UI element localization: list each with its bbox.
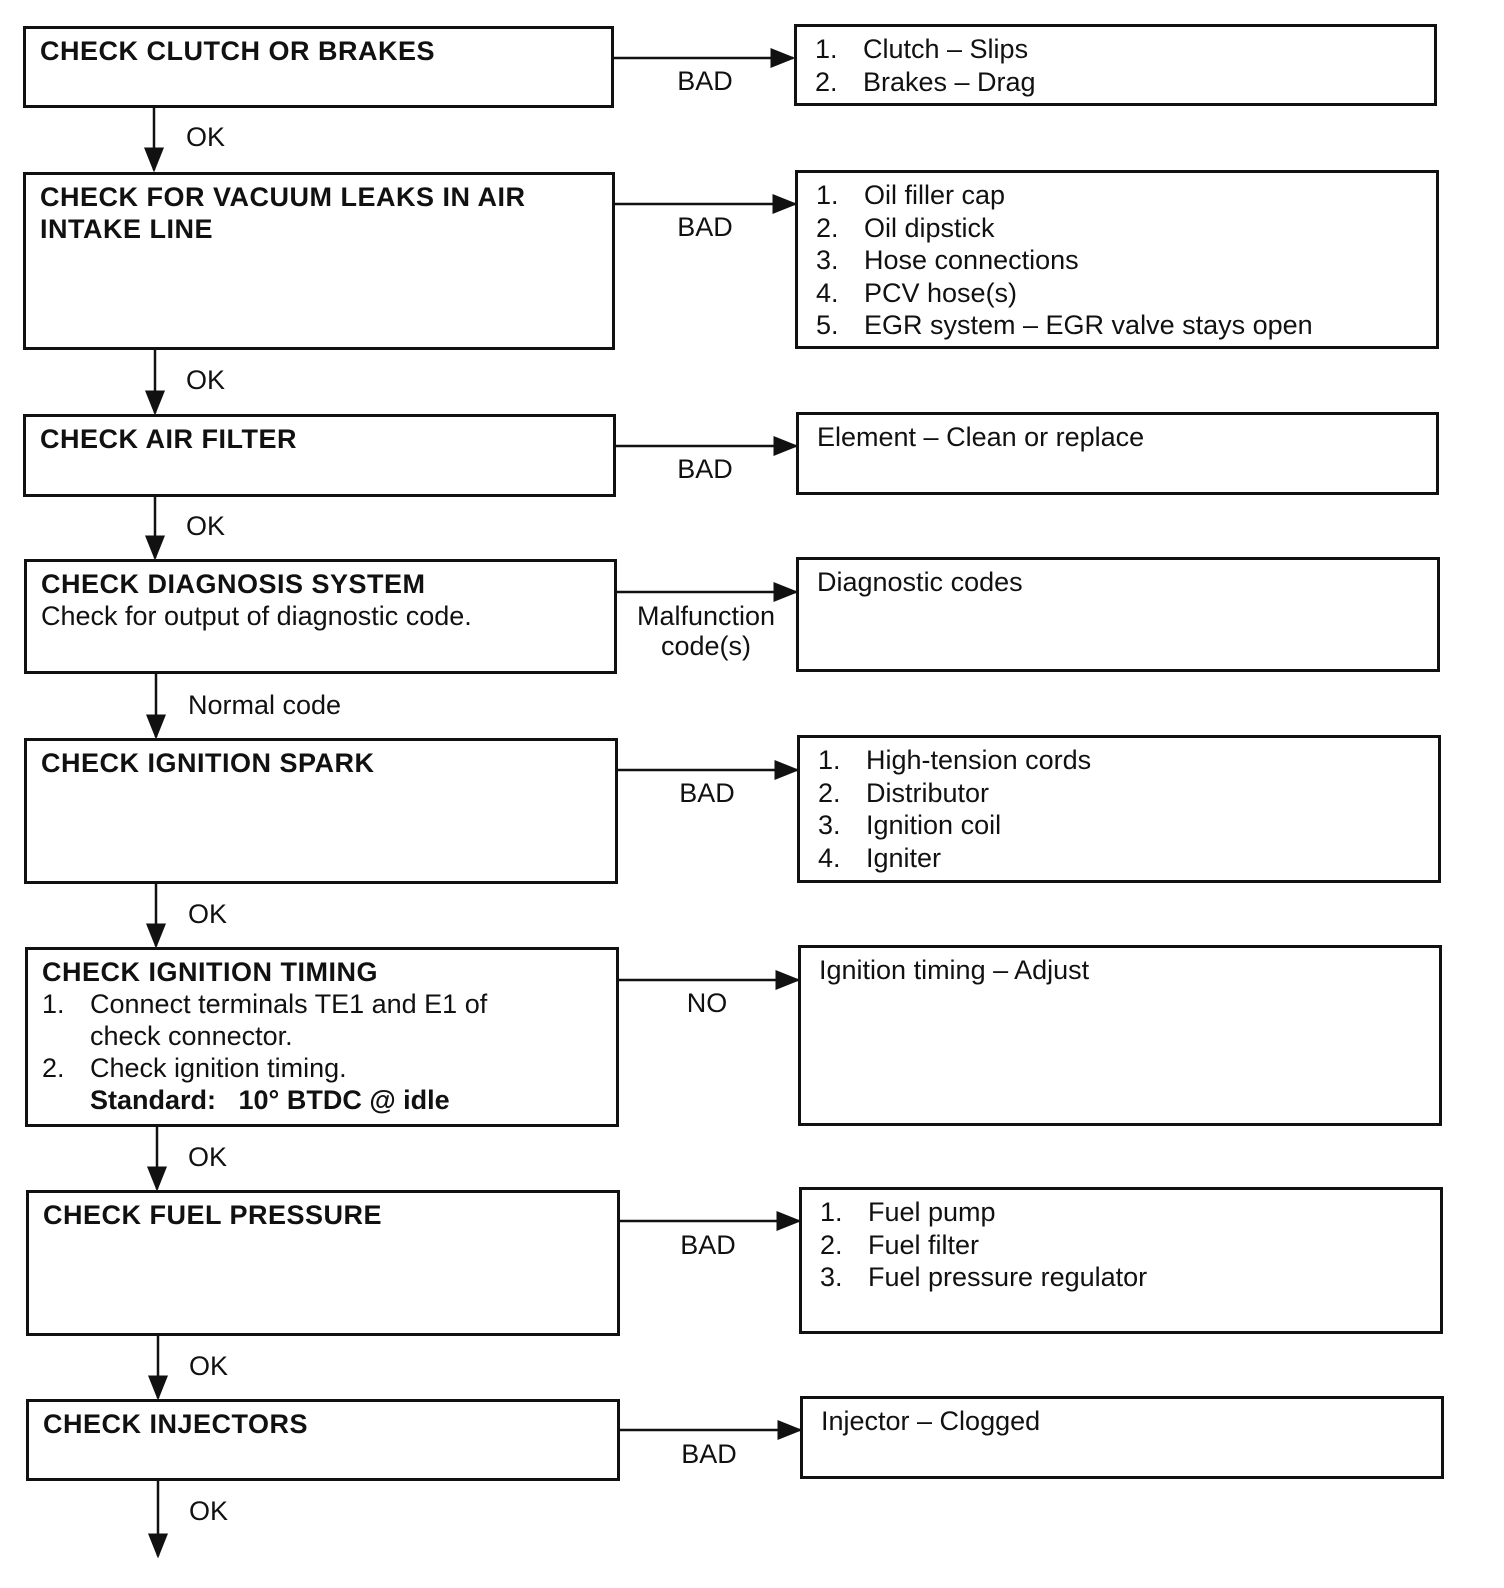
- result-item: 1. Oil filler cap: [816, 180, 1006, 210]
- result-item: 3. Ignition coil: [818, 810, 1002, 840]
- step-title: CHECK CLUTCH OR BRAKES: [40, 36, 435, 66]
- step-box-vacuum-leaks: [23, 172, 615, 350]
- branch-label: BAD: [677, 454, 733, 484]
- exit-label: OK: [186, 511, 226, 541]
- exit-label: OK: [188, 899, 228, 929]
- step-title: CHECK AIR FILTER: [40, 424, 297, 454]
- result-box-vacuum-leaks: [795, 170, 1439, 349]
- step-box-ignition-spark: [24, 738, 618, 884]
- result-item: Ignition timing – Adjust: [819, 955, 1090, 985]
- step-title: CHECK INJECTORS: [43, 1409, 309, 1439]
- result-item: 4. PCV hose(s): [816, 277, 1018, 308]
- result-box-fuel-pressure: [799, 1187, 1443, 1334]
- substep-continuation: check connector.: [90, 1021, 293, 1051]
- branch-label: BAD: [680, 1230, 736, 1260]
- standard-spec: Standard: 10° BTDC @ idle: [90, 1085, 450, 1115]
- result-item: 1. Clutch – Slips: [815, 34, 1029, 64]
- exit-label: OK: [186, 122, 226, 152]
- result-item: Element – Clean or replace: [817, 422, 1145, 452]
- exit-label: OK: [189, 1351, 229, 1381]
- step-title: CHECK IGNITION TIMING: [42, 957, 378, 987]
- result-item: 3. Fuel pressure regulator: [820, 1262, 1148, 1292]
- result-box-clutch-brakes: [794, 24, 1437, 106]
- branch-label: BAD: [679, 778, 735, 808]
- substep: 2. Check ignition timing.: [42, 1053, 347, 1083]
- branch-label: BAD: [677, 66, 733, 96]
- result-item: 4. Igniter: [818, 842, 942, 873]
- result-item: 2. Brakes – Drag: [815, 66, 1036, 97]
- result-box-injectors: [800, 1396, 1444, 1479]
- result-box-ignition-spark: [797, 735, 1441, 883]
- result-item: 1. Fuel pump: [820, 1197, 996, 1227]
- step-title: CHECK DIAGNOSIS SYSTEM: [41, 569, 426, 599]
- result-box-ignition-timing: [798, 945, 1442, 1126]
- exit-label: OK: [189, 1496, 229, 1526]
- step-title: CHECK FOR VACUUM LEAKS IN AIR INTAKE LINE: [40, 182, 526, 244]
- substep: 1. Connect terminals TE1 and E1 of: [42, 989, 488, 1019]
- result-item: 2. Oil dipstick: [816, 212, 995, 243]
- result-item: 2. Fuel filter: [820, 1229, 980, 1260]
- result-item: 1. High-tension cords: [818, 745, 1092, 775]
- result-box-diagnostic-codes: [796, 557, 1440, 672]
- branch-label: Malfunction code(s): [636, 601, 776, 661]
- result-item: Diagnostic codes: [817, 567, 1023, 597]
- step-box-fuel-pressure: [26, 1190, 620, 1336]
- branch-label: NO: [686, 988, 728, 1018]
- result-item: 3. Hose connections: [816, 245, 1079, 275]
- exit-label: Normal code: [188, 690, 342, 720]
- exit-label: OK: [186, 365, 226, 395]
- step-instruction: Check for output of diagnostic code.: [41, 601, 472, 631]
- result-item: 5. EGR system – EGR valve stays open: [816, 310, 1313, 340]
- branch-label: BAD: [681, 1439, 737, 1469]
- step-box-diagnosis-system: [24, 559, 617, 674]
- step-box-air-filter: [23, 414, 616, 497]
- result-item: 2. Distributor: [818, 777, 990, 808]
- step-title: CHECK IGNITION SPARK: [41, 748, 375, 778]
- step-box-ignition-timing: [25, 947, 619, 1127]
- exit-label: OK: [188, 1142, 228, 1172]
- result-item: Injector – Clogged: [821, 1406, 1041, 1436]
- step-title: CHECK FUEL PRESSURE: [43, 1200, 383, 1230]
- step-box-injectors: [26, 1399, 620, 1481]
- step-box-clutch-brakes: [23, 26, 614, 108]
- result-box-air-filter: [796, 412, 1439, 495]
- branch-label: BAD: [677, 212, 733, 242]
